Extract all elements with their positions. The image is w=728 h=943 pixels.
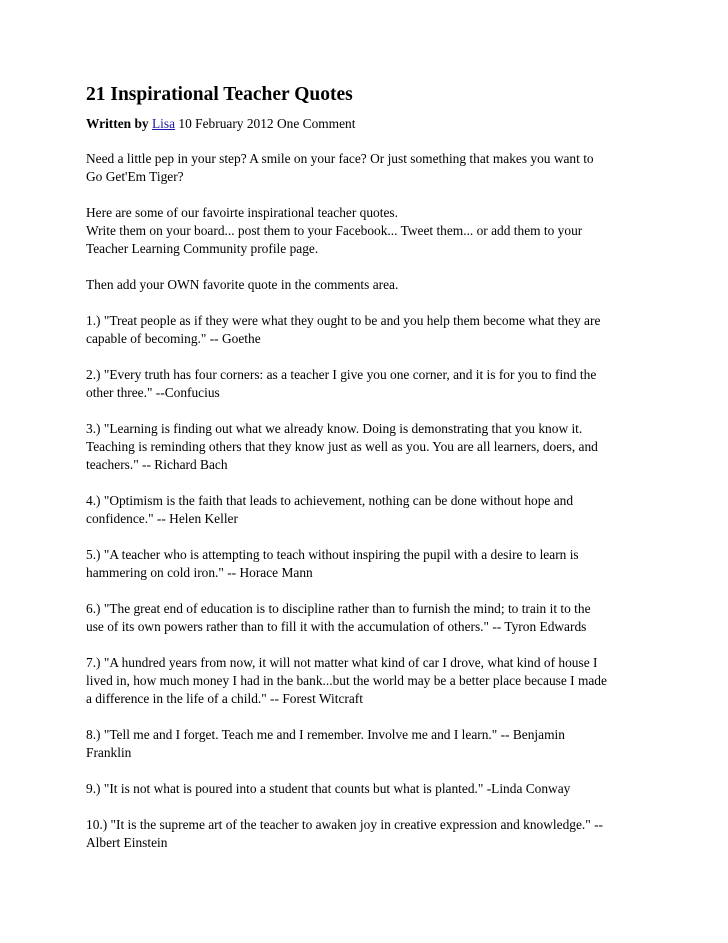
quote-item-line: Teaching is reminding others that they know just as well as you. You are all learners, doers, and [86, 439, 598, 454]
intro-paragraph-line: Teacher Learning Community profile page. [86, 241, 319, 256]
intro-paragraph [86, 204, 658, 258]
quote-item-line: 5.) "A teacher who is attempting to teach without inspiring the pupil with a desire to learn is [86, 547, 579, 562]
byline [86, 115, 658, 133]
quote-item-line: hammering on cold iron." -- Horace Mann [86, 565, 313, 580]
quote-item [86, 492, 658, 528]
quote-item-line: 2.) "Every truth has four corners: as a teacher I give you one corner, and it is for you to find the [86, 367, 597, 382]
quote-item [86, 312, 658, 348]
quote-item [86, 420, 658, 474]
quote-item-line: 7.) "A hundred years from now, it will not matter what kind of car I drove, what kind of house I [86, 655, 598, 670]
author-link[interactable]: Lisa [151, 116, 176, 131]
quote-item [86, 600, 658, 636]
quote-item [86, 366, 658, 402]
quote-item-line: capable of becoming." -- Goethe [86, 331, 261, 346]
quote-item [86, 780, 658, 798]
quote-item-line: other three." --Confucius [86, 385, 220, 400]
quote-item-line: 3.) "Learning is finding out what we already know. Doing is demonstrating that you know it. [86, 421, 583, 436]
quote-item-line: 1.) "Treat people as if they were what they ought to be and you help them become what they are [86, 313, 601, 328]
quote-item-line: 4.) "Optimism is the faith that leads to achievement, nothing can be done without hope and [86, 493, 574, 508]
intro-paragraph [86, 276, 658, 294]
intro-paragraph-line: Here are some of our favoirte inspirational teacher quotes. [86, 205, 398, 220]
byline-comments: One Comment [276, 116, 356, 131]
article [86, 82, 658, 870]
quote-item-line: 6.) "The great end of education is to discipline rather than to furnish the mind; to train it to the [86, 601, 591, 616]
quote-item-line: Franklin [86, 745, 132, 760]
quote-item-line: 8.) "Tell me and I forget. Teach me and I remember. Involve me and I learn." -- Benjamin [86, 727, 565, 742]
byline-date: 10 February 2012 [178, 116, 274, 131]
quote-item [86, 654, 658, 708]
article-title: 21 Inspirational Teacher Quotes [86, 84, 353, 105]
quote-item-line: lived in, how much money I had in the bank...but the world may be a better place because I made [86, 673, 607, 688]
intro-paragraph-line: Need a little pep in your step? A smile on your face? Or just something that makes you want to [86, 151, 594, 166]
quote-item-line: 9.) "It is not what is poured into a student that counts but what is planted." -Linda Conway [86, 781, 571, 796]
intro-paragraph-line: Write them on your board... post them to your Facebook... Tweet them... or add them to your [86, 223, 583, 238]
quote-item-line: Albert Einstein [86, 835, 168, 850]
byline-written-by: Written by [86, 116, 149, 131]
quote-item [86, 816, 658, 852]
quote-item-line: use of its own powers rather than to fill it with the accumulation of others." -- Tyron Edwards [86, 619, 587, 634]
quote-item-line: confidence." -- Helen Keller [86, 511, 238, 526]
quote-item [86, 726, 658, 762]
intro-section [86, 150, 658, 294]
quote-item-line: teachers." -- Richard Bach [86, 457, 228, 472]
quote-item-line: a difference in the life of a child." -- Forest Witcraft [86, 691, 363, 706]
intro-paragraph [86, 150, 658, 186]
quotes-list [86, 312, 658, 852]
intro-paragraph-line: Then add your OWN favorite quote in the comments area. [86, 277, 399, 292]
quote-item [86, 546, 658, 582]
intro-paragraph-line: Go Get'Em Tiger? [86, 169, 184, 184]
quote-item-line: 10.) "It is the supreme art of the teacher to awaken joy in creative expression and knowledge." -- [86, 817, 603, 832]
